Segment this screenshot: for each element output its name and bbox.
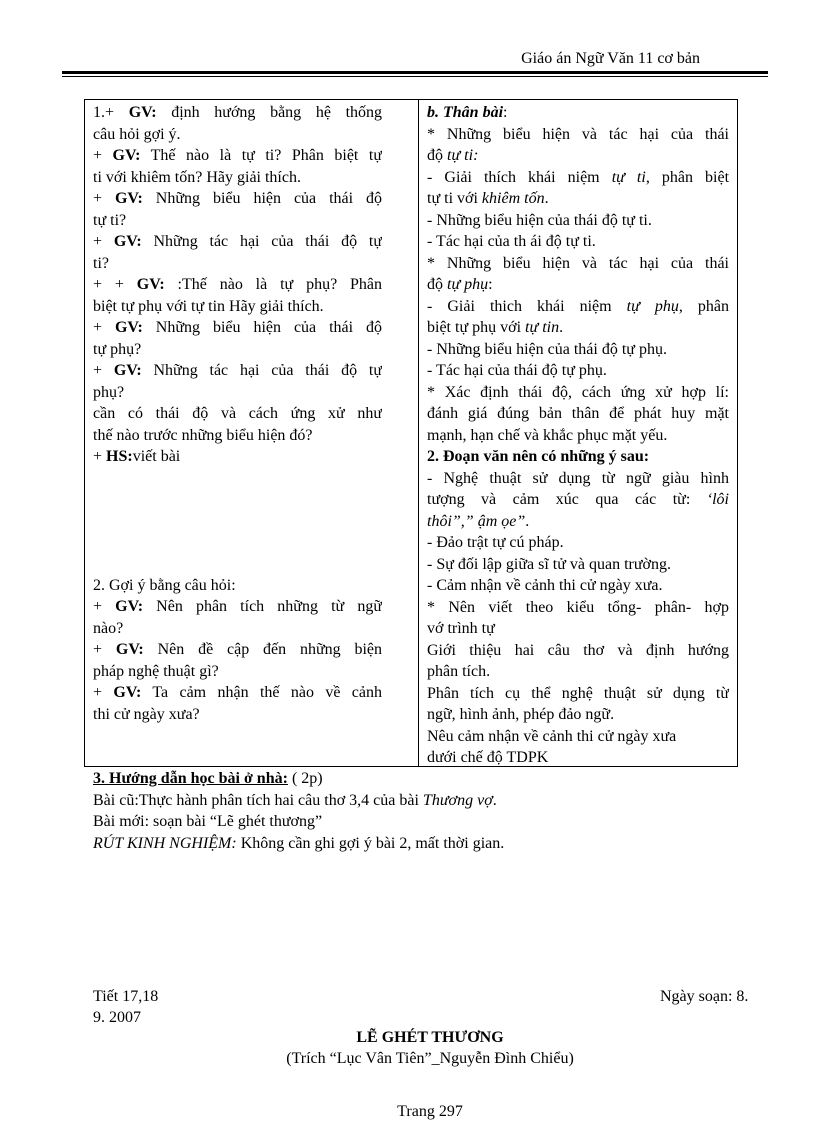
lesson-date-continued: 9. 2007 [93, 1009, 141, 1026]
lesson-content-column [427, 102, 729, 769]
left-line: + GV: Những tác hại của thái độ tự [93, 362, 382, 379]
right-line: 2. Đoạn văn nên có những ý sau: [427, 448, 650, 465]
left-line: 2. Gợi ý bằng câu hỏi: [93, 576, 236, 594]
experience-note: RÚT KINH NGHIỆM: Không cần ghi gợi ý bài 2, mất thời gian. [93, 834, 505, 852]
right-line: - Những biểu hiện của thái độ tự phụ. [427, 340, 667, 358]
right-line: Phân tích cụ thể nghệ thuật sử dụng từ [427, 684, 729, 702]
column-divider [418, 100, 419, 766]
left-line: + GV: Những biểu hiện của thái độ [93, 319, 382, 336]
left-line: + GV: Nên phân tích những từ ngữ [93, 598, 382, 615]
left-line: tự ti? [93, 211, 127, 229]
right-line: * Xác định thái độ, cách ứng xử hợp lí: [427, 383, 729, 401]
right-line: - Đảo trật tự cú pháp. [427, 534, 564, 551]
new-lesson-note: Bài mới: soạn bài “Lẽ ghét thương” [93, 813, 323, 830]
left-spacer [93, 468, 382, 575]
right-line: tự ti với khiêm tốn. [427, 190, 549, 207]
prepared-date: Ngày soạn: 8. [660, 988, 749, 1005]
left-line: biệt tự phụ với tự tin Hãy giải thích. [93, 297, 324, 315]
right-line: * Những biểu hiện và tác hại của thái [427, 254, 729, 272]
right-line: Giới thiệu hai câu thơ và định hướng [427, 641, 729, 659]
right-line: * Những biểu hiện và tác hại của thái [427, 125, 729, 143]
left-line: 1.+ GV: định hướng bằng hệ thống [93, 104, 382, 121]
right-line: - Sự đối lập giữa sĩ tử và quan trường. [427, 555, 672, 573]
homework-section [93, 768, 743, 854]
old-lesson-note: Bài cũ:Thực hành phân tích hai câu thơ 3,4 của bài Thương vợ. [93, 791, 497, 809]
lesson-subtitle: (Trích “Lục Vân Tiên”_Nguyễn Đình Chiểu) [286, 1050, 574, 1067]
homework-heading: 3. Hướng dẫn học bài ở nhà: ( 2p) [93, 770, 323, 787]
left-line: + GV: Nên đề cập đến những biện [93, 641, 382, 658]
left-line: ti? [93, 254, 109, 272]
left-line: tự phụ? [93, 340, 142, 358]
left-line: cần có thái độ và cách ứng xử như [93, 405, 382, 422]
left-line: câu hỏi gợi ý. [93, 125, 181, 143]
right-line: - Tác hại của th ái độ tự ti. [427, 233, 596, 250]
right-line: đánh giá đúng bản thân để phát huy mặt [427, 405, 729, 422]
right-line: - Giải thích khái niệm tự ti, phân biệt [427, 168, 729, 186]
left-line: + GV: Thế nào là tự ti? Phân biệt tự [93, 147, 382, 164]
right-line: tượng và cảm xúc qua các từ: ‘lôi [427, 491, 729, 508]
right-line: thôi”,” ậm ọe”. [427, 512, 530, 530]
right-line: mạnh, hạn chế và khắc phục mặt yếu. [427, 426, 668, 444]
left-line: + GV: Những biểu hiện của thái độ [93, 190, 382, 207]
right-line: ngữ, hình ảnh, phép đảo ngữ. [427, 706, 615, 723]
header-rule-thick [62, 71, 768, 74]
left-line: phụ? [93, 383, 125, 401]
left-line: nào? [93, 619, 124, 637]
right-line: dưới chế độ TDPK [427, 749, 549, 766]
left-line: pháp nghệ thuật gì? [93, 662, 219, 680]
left-line: + HS:viết bài [93, 448, 181, 465]
lesson-title: LẼ GHÉT THƯƠNG [356, 1029, 504, 1046]
right-line: biệt tự phụ với tự tin. [427, 319, 564, 336]
right-line: - Giải thich khái niệm tự phụ, phân [427, 297, 729, 315]
right-line: - Những biểu hiện của thái độ tự ti. [427, 211, 652, 229]
page-number: Trang 297 [397, 1103, 463, 1120]
right-line: * Nên viết theo kiểu tổng- phân- hợp [427, 598, 729, 616]
lesson-period: Tiết 17,18 [93, 988, 159, 1005]
left-line: ti với khiêm tốn? Hãy giải thích. [93, 168, 301, 186]
left-line: thế nào trước những biểu hiện đó? [93, 426, 313, 444]
header-rule-thin [62, 76, 768, 77]
right-line: b. Thân bài: [427, 104, 508, 121]
left-line: + + GV: :Thế nào là tự phụ? Phân [93, 276, 382, 293]
right-line: - Cảm nhận về cảnh thi cử ngày xưa. [427, 577, 663, 594]
right-line: độ tự phụ: [427, 276, 493, 293]
right-line: - Tác hại của thái độ tự phụ. [427, 362, 607, 379]
right-line: Nêu cảm nhận về cảnh thi cử ngày xưa [427, 727, 677, 745]
left-line: thi cử ngày xưa? [93, 705, 200, 723]
right-line: độ tự ti: [427, 147, 479, 164]
right-line: phân tích. [427, 663, 491, 680]
right-line: - Nghệ thuật sử dụng từ ngữ giàu hình [427, 469, 729, 487]
left-line: + GV: Ta cảm nhận thế nào về cảnh [93, 684, 382, 701]
teacher-student-activities-column [93, 102, 382, 725]
right-line: vớ trình tự [427, 620, 495, 637]
document-header-title: Giáo án Ngữ Văn 11 cơ bản [521, 50, 700, 67]
left-line: + GV: Những tác hại của thái độ tự [93, 233, 382, 250]
lesson-table [84, 99, 738, 767]
